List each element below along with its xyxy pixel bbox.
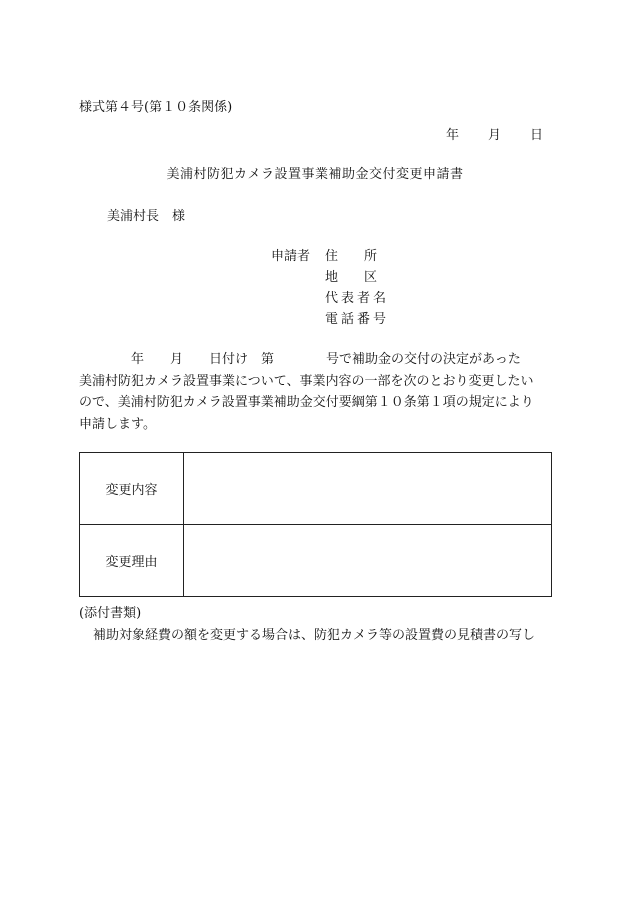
table-row [80, 525, 552, 597]
change-reason-field[interactable] [184, 525, 552, 597]
applicant-label: 申請者 [271, 249, 311, 264]
body-line-3: ので、美浦村防犯カメラ設置事業補助金交付要綱第１０条第１項の規定により [79, 395, 534, 410]
phone-label: 電話番号 [325, 312, 390, 327]
body-line-4: 申請します。 [79, 416, 156, 432]
document-title: 美浦村防犯カメラ設置事業補助金交付変更申請書 [166, 167, 464, 182]
change-content-field[interactable] [184, 453, 552, 525]
date-month-label: 月 [488, 128, 502, 143]
body-line-2: 美浦村防犯カメラ設置事業について、事業内容の一部を次のとおり変更したい [79, 373, 534, 389]
body-paragraph [79, 349, 557, 435]
date-day-label: 日 [530, 128, 544, 143]
addressee: 美浦村長 様 [107, 209, 186, 224]
change-reason-label: 変更理由 [80, 525, 184, 597]
table-row [80, 453, 552, 525]
body-line-1: 年 月 日付け 第 号で補助金の交付の決定があった [79, 352, 521, 367]
representative-label: 代表者名 [325, 291, 390, 306]
change-table [79, 452, 552, 597]
attachments-heading: (添付書類) [79, 606, 142, 621]
district-label: 地 区 [325, 270, 378, 285]
form-number: 様式第４号(第１０条関係) [79, 100, 233, 115]
address-label: 住 所 [325, 249, 378, 264]
date-year-label: 年 [446, 128, 460, 143]
attachments-text: 補助対象経費の額を変更する場合は、防犯カメラ等の設置費の見積書の写し [93, 628, 536, 643]
change-content-label: 変更内容 [80, 453, 184, 525]
date-line [446, 124, 543, 143]
